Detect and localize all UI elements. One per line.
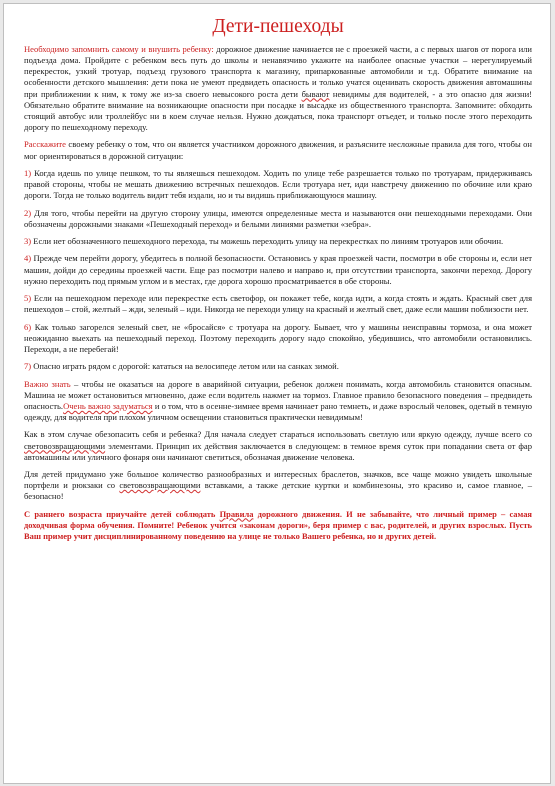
rule-number: 6) bbox=[24, 321, 32, 332]
rule-item-6 bbox=[24, 322, 532, 355]
rule-item-2 bbox=[24, 208, 532, 230]
intro-text-b: невидимы для водителей, - а это опасно для жизни! Обязательно обратите внимание на возникающие опасности при посадке и высадке из общественного транспорта. Запомните: обходить стоящий автобус или троллейбус ни в коем случае нельзя. Нужно дождаться, пока транспорт отъедет, и только после этого переходить дорогу по пешеходному переходу. bbox=[24, 88, 532, 133]
page-title: Дети-пешеходы bbox=[212, 16, 344, 37]
tell-text: своему ребенку о том, что он является участником дорожного движения, и разъясните несложные правила для того, чтобы он мог ориентироваться в дорожной ситуации: bbox=[24, 139, 532, 161]
rule-number: 4) bbox=[24, 253, 32, 264]
paragraph-final bbox=[24, 509, 532, 543]
final-text-b: дорожного движения. И не забывайте, что личный пример – самая доходчивая форма обучения. Помните! Ребенок учится «законам дороги», беря пример с вас, родителей, и других взрослых. Пусть Ваш пример учит дисциплинированному поведению на улице не только Вашего ребенка, но и других детей. bbox=[24, 508, 532, 542]
rule-item-4 bbox=[24, 253, 532, 286]
kids-text-a: Для детей придумано уже большое количество разнообразных и интересных браслетов, значков, все чаще можно увидеть школьные портфели и рюкзаки со bbox=[24, 469, 532, 491]
rule-number: 2) bbox=[24, 207, 32, 218]
paragraph-kids bbox=[24, 469, 532, 502]
intro-spell-flag: бывают bbox=[301, 88, 330, 99]
rule-text: Как только загорелся зеленый свет, не «бросайся» с тротуара на дорогу. Бывает, что у машины неисправны тормоза, и она может неожиданно выехать на пешеходный переход. Поэтому переходить дорогу надо спокойно, убедившись, что автомобили остановились. Переходи, а не перебегай! bbox=[24, 321, 532, 354]
kids-text-b: вставками, а также детские куртки и комбинезоны, это красиво и, самое главное, – безопасно! bbox=[24, 480, 532, 502]
rule-item-7 bbox=[24, 361, 532, 372]
rule-item-1 bbox=[24, 168, 532, 201]
rule-text: Если нет обозначенного пешеходного перехода, ты можешь переходить улицу на перекрестках по линиям тротуаров или обочин. bbox=[31, 236, 504, 247]
important-highlight: Очень важно задуматься bbox=[63, 400, 153, 411]
rule-item-3 bbox=[24, 236, 532, 247]
rule-text: Прежде чем перейти дорогу, убедитесь в полной безопасности. Остановись у края проезжей части, посмотри в обе стороны и, если нет машин, дойди до середины проезжей части. Еще раз посмотри налево и направо и, при отсутствии транспорта, закончи переход. Дорогу нужно переходить под прямым углом и в местах, где дорога хорошо просматривается в обе стороны. bbox=[24, 253, 532, 286]
paragraph-important bbox=[24, 379, 532, 424]
document-page bbox=[3, 3, 551, 784]
paragraph-intro bbox=[24, 44, 532, 133]
intro-lead: Необходимо запомнить самому и внушить ребенку: bbox=[24, 44, 214, 54]
rule-text: Если на пешеходном переходе или перекрестке есть светофор, он покажет тебе, когда идти, а когда стоять и ждать. Красный свет для пешеходов – стой, желтый – жди, зеленый – иди. Никогда не переходи улицу на красный и желтый свет, даже если машин поблизости нет. bbox=[24, 293, 532, 315]
rule-number: 7) bbox=[24, 361, 32, 372]
rule-item-5 bbox=[24, 293, 532, 315]
rule-number: 1) bbox=[24, 167, 32, 178]
paragraph-tell bbox=[24, 139, 532, 161]
final-text-a: С раннего возраста приучайте детей соблюдать bbox=[24, 508, 220, 519]
rule-text: Когда идешь по улице пешком, то ты являешься пешеходом. Ходить по улице тебе разрешается только по тротуарам, придерживаясь правой стороны, чтобы не мешать движению встречных пешеходов. Если тротуара нет, иди навстречу движению по обочине или краю дороги. Тогда не только водитель видит тебя издали, но и ты видишь приближающуюся машину. bbox=[24, 167, 532, 201]
tell-lead: Расскажите bbox=[24, 139, 66, 150]
important-text-a: – чтобы не оказаться на дороге в аварийной ситуации, ребенок должен понимать, когда автомобиль становится опасным. Машина не может остановиться мгновенно, даже если водитель нажмет на тормоз. Главное правило безопасного поведения – предвидеть опасность. bbox=[24, 378, 532, 411]
important-lead: Важно знать bbox=[24, 378, 71, 389]
how-text-a: Как в этом случае обезопасить себя и ребенка? Для начала следует стараться использовать светлую или яркую одежду, лучше всего со bbox=[24, 429, 532, 440]
paragraph-how bbox=[24, 429, 532, 462]
rule-text: Для того, чтобы перейти на другую сторону улицы, имеются определенные места и называются они пешеходными переходами. Они обозначены дорожными знаками «Пешеходный переход» и белыми линиями разметки «зебра». bbox=[24, 207, 532, 229]
rule-text: Опасно играть рядом с дорогой: кататься на велосипеде летом или на санках зимой. bbox=[31, 361, 339, 372]
how-text-b: элементами. Принцип их действия заключается в следующем: в темное время суток при попадании света от фар автомашины или уличного фонаря они начинают светиться, обозначая движение человека. bbox=[24, 440, 532, 462]
rule-number: 3) bbox=[24, 236, 32, 247]
kids-spell-flag: световозвращающими bbox=[119, 480, 201, 491]
important-text-b: и о том, что в осенне-зимнее время начинает рано темнеть, и даже взрослый человек, одетый в темную одежду, для водителя при плохом уличном освещении становиться практически невидимым! bbox=[24, 400, 532, 423]
how-spell-flag: световозвращающими bbox=[24, 440, 106, 451]
rule-number: 5) bbox=[24, 293, 32, 304]
intro-text-a: дорожное движение начинается не с проезжей части, а с первых шагов от порога или подъезда дома. Пройдите с ребенком весь путь до школы и ненавязчиво укажите на наиболее опасные участки – нерегулируемый перекресток, узкий тротуар, подъезд грузового транспорта к магазину, припаркованные автомобили и т.д. Обратите внимание на особенности детского мышления: дети пока не умеют предвидеть опасность и только учатся оценивать скорость движения автомашины при приближении к ним, к тому же из-за своего невысокого роста дети bbox=[24, 44, 532, 99]
final-spell-flag: Правила bbox=[219, 508, 254, 519]
